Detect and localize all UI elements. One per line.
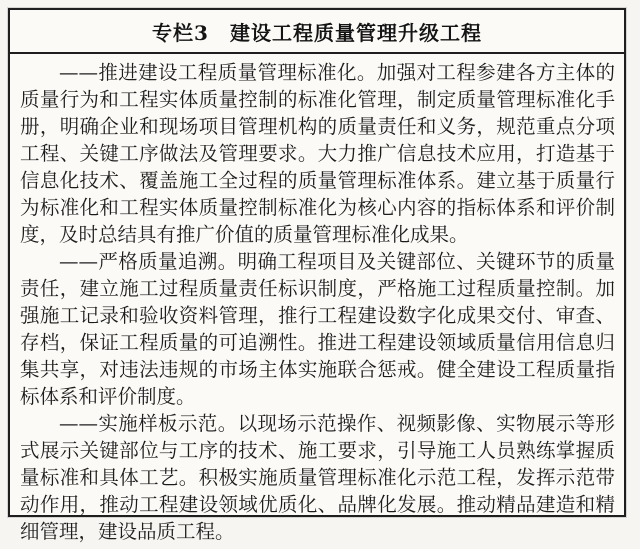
paragraph-model-demonstration: ——实施样板示范。以现场示范操作、视频影像、实物展示等形式展示关键部位与工序的技术、施工要求，引导施工人员熟练掌握质量标准和具体工艺。积极实施质量管理标准化示范工程，发挥示范带动作用，推动工程建设领域优质化、品牌化发展。推动精品建造和精细管理，建设品质工程。 [20,412,615,543]
column-panel-box [8,8,626,543]
paragraph-quality-traceability: ——严格质量追溯。明确工程项目及关键部位、关键环节的质量责任，建立施工过程质量责任标识制度，严格施工过程质量控制。加强施工记录和验收资料管理，推行工程建设数字化成果交付、审查、存档，保证工程质量的可追溯性。推进工程建设领域质量信用信息归集共享，对违法违规的市场主体实施联合惩戒。健全建设工程质量指标体系和评价制度。 [20,250,615,408]
panel-body-text [10,54,624,549]
panel-title: 专栏3 建设工程质量管理升级工程 [10,10,624,54]
paragraph-quality-standardization: ——推进建设工程质量管理标准化。加强对工程参建各方主体的质量行为和工程实体质量控制的标准化管理，制定质量管理标准化手册，明确企业和现场项目管理机构的质量责任和义务，规范重点分项工程、关键工序做法及管理要求。大力推广信息技术应用，打造基于信息化技术、覆盖施工全过程的质量管理标准体系。建立基于质量行为标准化和工程实体质量控制标准化为核心内容的指标体系和评价制度，及时总结具有推广价值的质量管理标准化成果。 [20,61,615,246]
